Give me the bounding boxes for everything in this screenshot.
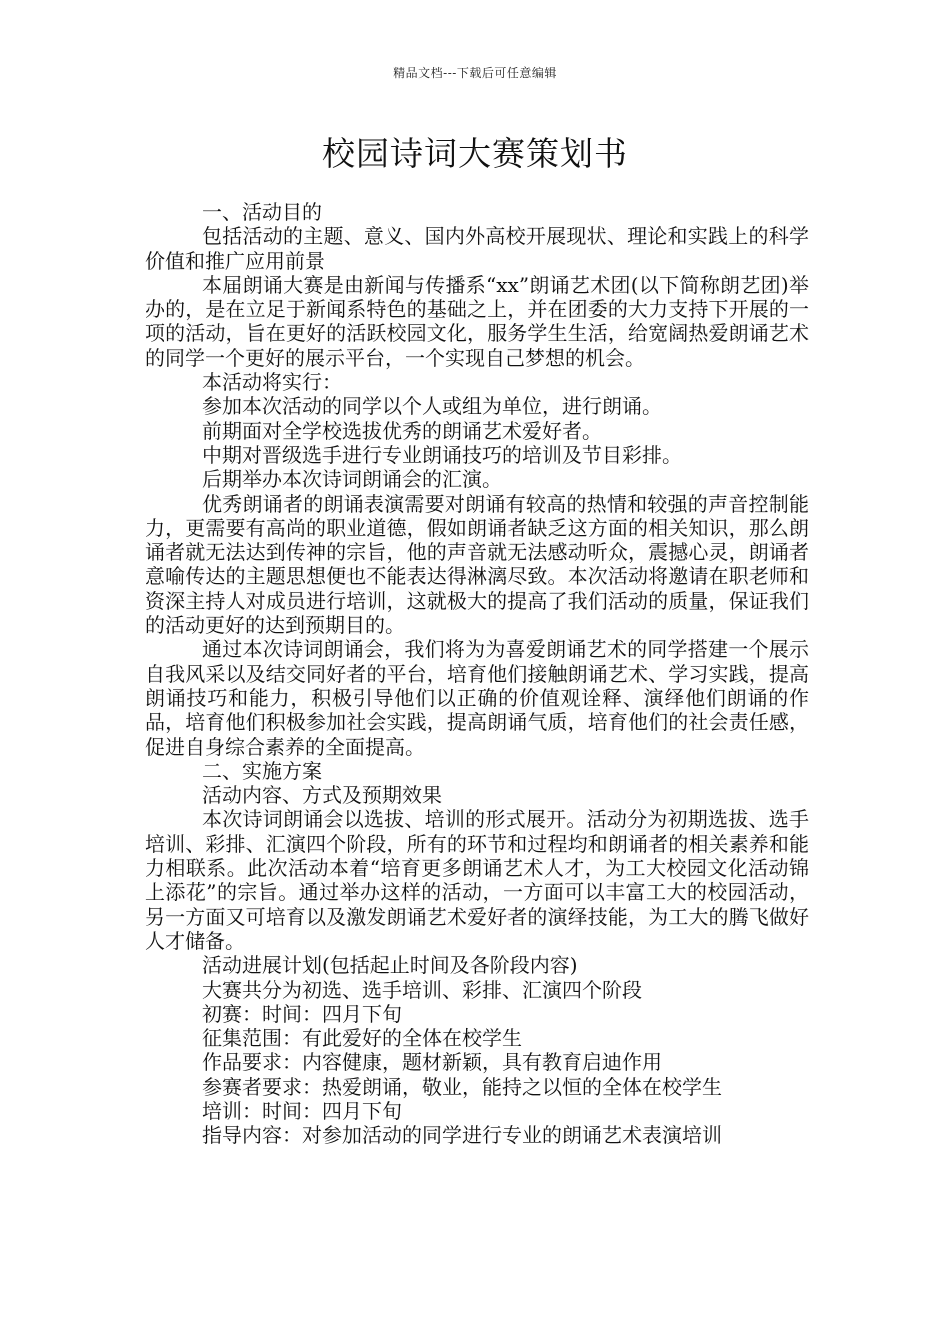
paragraph: 参加本次活动的同学以个人或组为单位，进行朗诵。 (202, 394, 662, 419)
paragraph: 征集范围：有此爱好的全体在校学生 (202, 1026, 522, 1051)
header-note: 精品文档---下载后可任意编辑 (393, 66, 557, 80)
paragraph: 培训：时间：四月下旬 (202, 1098, 402, 1123)
paragraph: 通过本次诗词朗诵会，我们将为为喜爱朗诵艺术的同学搭建一个展示自我风采以及结交同好者的平台，培育他们接触朗诵艺术、学习实践，提高朗诵技巧和能力，积极引导他们以正确的价值观诠释、演绎他们朗诵的作品，培育他们积极参加社会实践，提高朗诵气质，培育他们的社会责任感，促进自身综合素养的全面提高。 (145, 637, 809, 759)
paragraph: 本活动将实行： (202, 370, 342, 395)
section-heading-purpose: 一、活动目的 (202, 200, 322, 224)
paragraph: 作品要求：内容健康，题材新颖，具有教育启迪作用 (202, 1050, 662, 1075)
paragraph: 指导内容：对参加活动的同学进行专业的朗诵艺术表演培训 (202, 1123, 722, 1148)
document-title: 校园诗词大赛策划书 (322, 134, 628, 173)
paragraph: 初赛：时间：四月下旬 (202, 1001, 402, 1026)
paragraph: 本届朗诵大赛是由新闻与传播系“xx”朗诵艺术团(以下简称朗艺团)举办的，是在立足于新闻系特色的基础之上，并在团委的大力支持下开展的一项的活动，旨在更好的活跃校园文化，服务学生生活，给宽阔热爱朗诵艺术的同学一个更好的展示平台，一个实现自己梦想的机会。 (145, 272, 809, 370)
document-body (145, 200, 809, 1148)
paragraph: 参赛者要求：热爱朗诵，敬业，能持之以恒的全体在校学生 (202, 1074, 722, 1099)
paragraph: 活动进展计划(包括起止时间及各阶段内容) (202, 953, 578, 978)
paragraph: 大赛共分为初选、选手培训、彩排、汇演四个阶段 (202, 977, 642, 1002)
section-heading-plan: 二、实施方案 (202, 758, 322, 783)
paragraph: 前期面对全学校选拔优秀的朗诵艺术爱好者。 (202, 418, 602, 443)
paragraph: 后期举办本次诗词朗诵会的汇演。 (202, 467, 502, 492)
paragraph: 活动内容、方式及预期效果 (202, 783, 442, 808)
paragraph: 本次诗词朗诵会以选拔、培训的形式展开。活动分为初期选拔、选手培训、彩排、汇演四个阶段，所有的环节和过程均和朗诵者的相关素养和能力相联系。此次活动本着“培育更多朗诵艺术人才，为工大校园文化活动锦上添花”的宗旨。通过举办这样的活动，一方面可以丰富工大的校园活动，另一方面又可培育以及激发朗诵艺术爱好者的演绎技能，为工大的腾飞做好人才储备。 (145, 807, 809, 953)
paragraph: 中期对晋级选手进行专业朗诵技巧的培训及节目彩排。 (202, 442, 682, 467)
paragraph: 包括活动的主题、意义、国内外高校开展现状、理论和实践上的科学价值和推广应用前景 (145, 224, 809, 273)
paragraph: 优秀朗诵者的朗诵表演需要对朗诵有较高的热情和较强的声音控制能力，更需要有高尚的职业道德，假如朗诵者缺乏这方面的相关知识，那么朗诵者就无法达到传神的宗旨，他的声音就无法感动听众，震撼心灵，朗诵者意喻传达的主题思想便也不能表达得淋漓尽致。本次活动将邀请在职老师和资深主持人对成员进行培训，这就极大的提高了我们活动的质量，保证我们的活动更好的达到预期目的。 (145, 491, 809, 638)
